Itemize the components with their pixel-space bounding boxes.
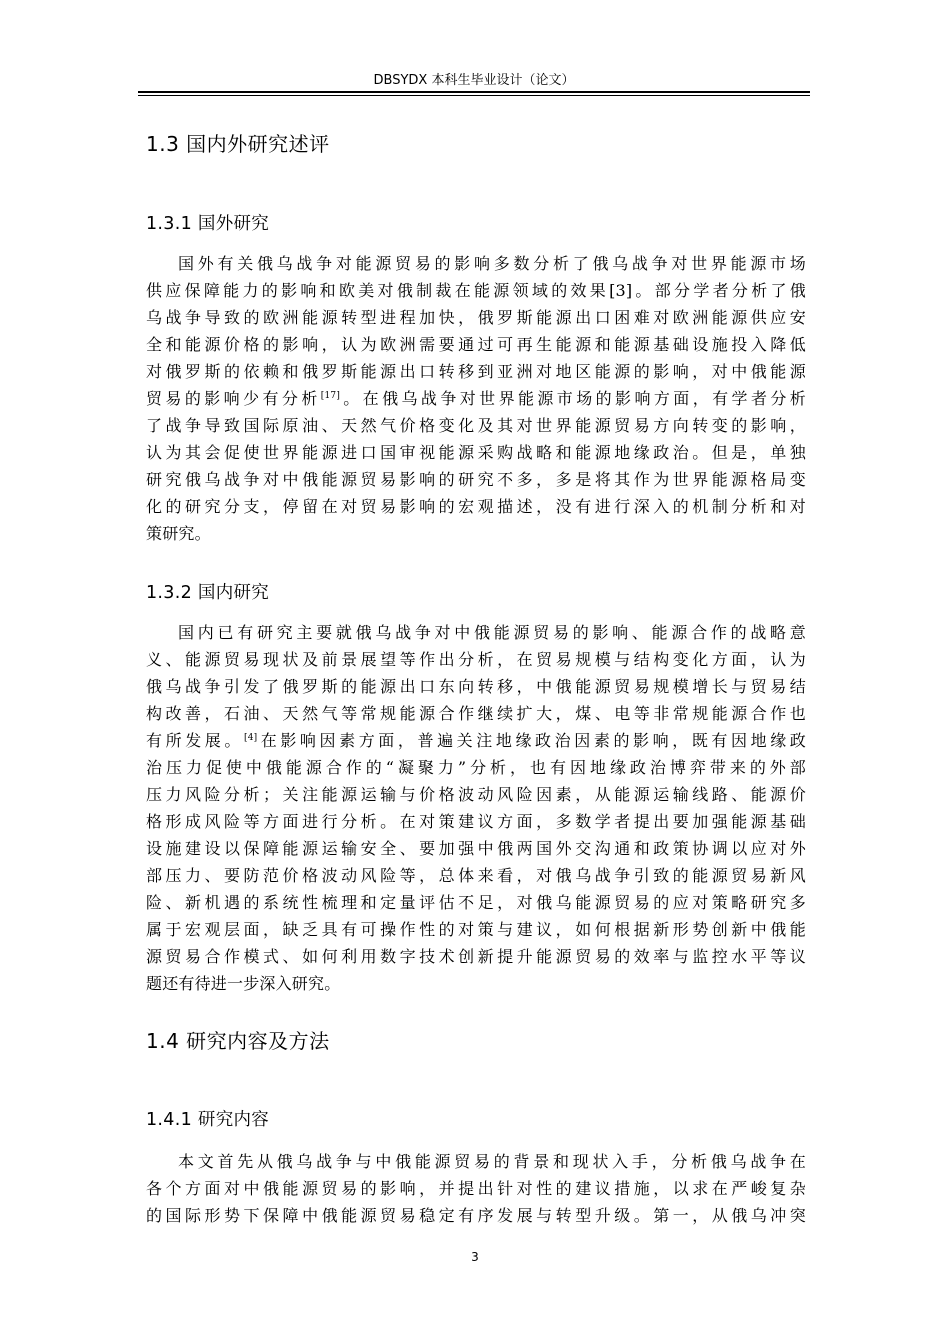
text-line: 题还有待进一步深入研究。	[146, 974, 341, 993]
text-segment: 。在俄乌战争对世界能源市场的影响方面，有学者分析	[340, 389, 806, 408]
text-line: 国外有关俄乌战争对能源贸易的影响多数分析了俄乌战争对世界能源市场	[178, 254, 806, 273]
text-line: 研究俄乌战争对中俄能源贸易影响的研究不多，多是将其作为世界能源格局变	[146, 470, 806, 489]
paragraph-research-content	[146, 1148, 806, 1229]
section-heading-1-4: 1.4 研究内容及方法	[146, 1029, 330, 1053]
text-line: 压力风险分析；关注能源运输与价格波动风险因素，从能源运输线路、能源价	[146, 785, 806, 804]
citation: [17]	[320, 391, 341, 401]
text-line: 全和能源价格的影响，认为欧洲需要通过可再生能源和能源基础设施投入降低	[146, 335, 806, 354]
section-heading-1-3: 1.3 国内外研究述评	[146, 132, 330, 156]
text-line: 各个方面对中俄能源贸易的影响，并提出针对性的建议措施，以求在严峻复杂	[146, 1179, 806, 1198]
text-line: 义、能源贸易现状及前景展望等作出分析，在贸易规模与结构变化方面，认为	[146, 650, 806, 669]
text-line: 部压力、要防范价格波动风险等，总体来看，对俄乌战争引致的能源贸易新风	[146, 866, 806, 885]
text-line: 的国际形势下保障中俄能源贸易稳定有序发展与转型升级。第一，从俄乌冲突	[146, 1206, 806, 1225]
text-line: 化的研究分支，停留在对贸易影响的宏观描述，没有进行深入的机制分析和对	[146, 497, 806, 516]
page-number: 3	[471, 1250, 479, 1264]
text-line-with-citation	[146, 385, 806, 412]
section-heading-1-3-2: 1.3.2 国内研究	[146, 583, 270, 603]
text-line: 设施建设以保障能源运输安全、要加强中俄两国外交沟通和政策协调以应对外	[146, 839, 806, 858]
text-line: 构改善，石油、天然气等常规能源合作继续扩大，煤、电等非常规能源合作也	[146, 704, 806, 723]
text-line: 俄乌战争引发了俄罗斯的能源出口东向转移，中俄能源贸易规模增长与贸易结	[146, 677, 806, 696]
text-line: 国内已有研究主要就俄乌战争对中俄能源贸易的影响、能源合作的战略意	[178, 623, 806, 642]
text-segment: 贸易的影响少有分析	[146, 389, 321, 408]
header-rule-thick	[138, 91, 810, 93]
text-segment: 有所发展。	[146, 731, 244, 750]
text-line: 策研究。	[146, 524, 211, 543]
text-line: 了战争导致国际原油、天然气价格变化及其对世界能源贸易方向转变的影响，	[146, 416, 806, 435]
text-line: 认为其会促使世界能源进口国审视能源采购战略和能源地缘政治。但是，单独	[146, 443, 806, 462]
text-line: 供应保障能力的影响和欧美对俄制裁在能源领域的效果[3]。部分学者分析了俄	[146, 281, 806, 300]
paragraph-domestic-research	[146, 619, 806, 997]
text-line: 对俄罗斯的依赖和俄罗斯能源出口转移到亚洲对地区能源的影响，对中俄能源	[146, 362, 806, 381]
text-line: 治压力促使中俄能源合作的“凝聚力”分析，也有因地缘政治博弈带来的外部	[146, 758, 806, 777]
section-heading-1-3-1: 1.3.1 国外研究	[146, 214, 270, 234]
section-heading-1-4-1: 1.4.1 研究内容	[146, 1110, 270, 1130]
text-line: 本文首先从俄乌战争与中俄能源贸易的背景和现状入手，分析俄乌战争在	[178, 1152, 806, 1171]
text-line: 险、新机遇的系统性梳理和定量评估不足，对俄乌能源贸易的应对策略研究多	[146, 893, 806, 912]
text-line: 属于宏观层面，缺乏具有可操作性的对策与建议，如何根据新形势创新中俄能	[146, 920, 806, 939]
text-line: 乌战争导致的欧洲能源转型进程加快，俄罗斯能源出口困难对欧洲能源供应安	[146, 308, 806, 327]
text-line: 源贸易合作模式、如何利用数字技术创新提升能源贸易的效率与监控水平等议	[146, 947, 806, 966]
paragraph-foreign-research	[146, 250, 806, 547]
citation: [4]	[243, 733, 258, 743]
page-header: DBSYDX 本科生毕业设计（论文）	[373, 73, 575, 88]
header-rule-thin	[138, 95, 810, 96]
text-segment: 在影响因素方面，普遍关注地缘政治因素的影响，既有因地缘政	[257, 731, 806, 750]
text-line-with-citation	[146, 727, 806, 754]
text-line: 格形成风险等方面进行分析。在对策建议方面，多数学者提出要加强能源基础	[146, 812, 806, 831]
